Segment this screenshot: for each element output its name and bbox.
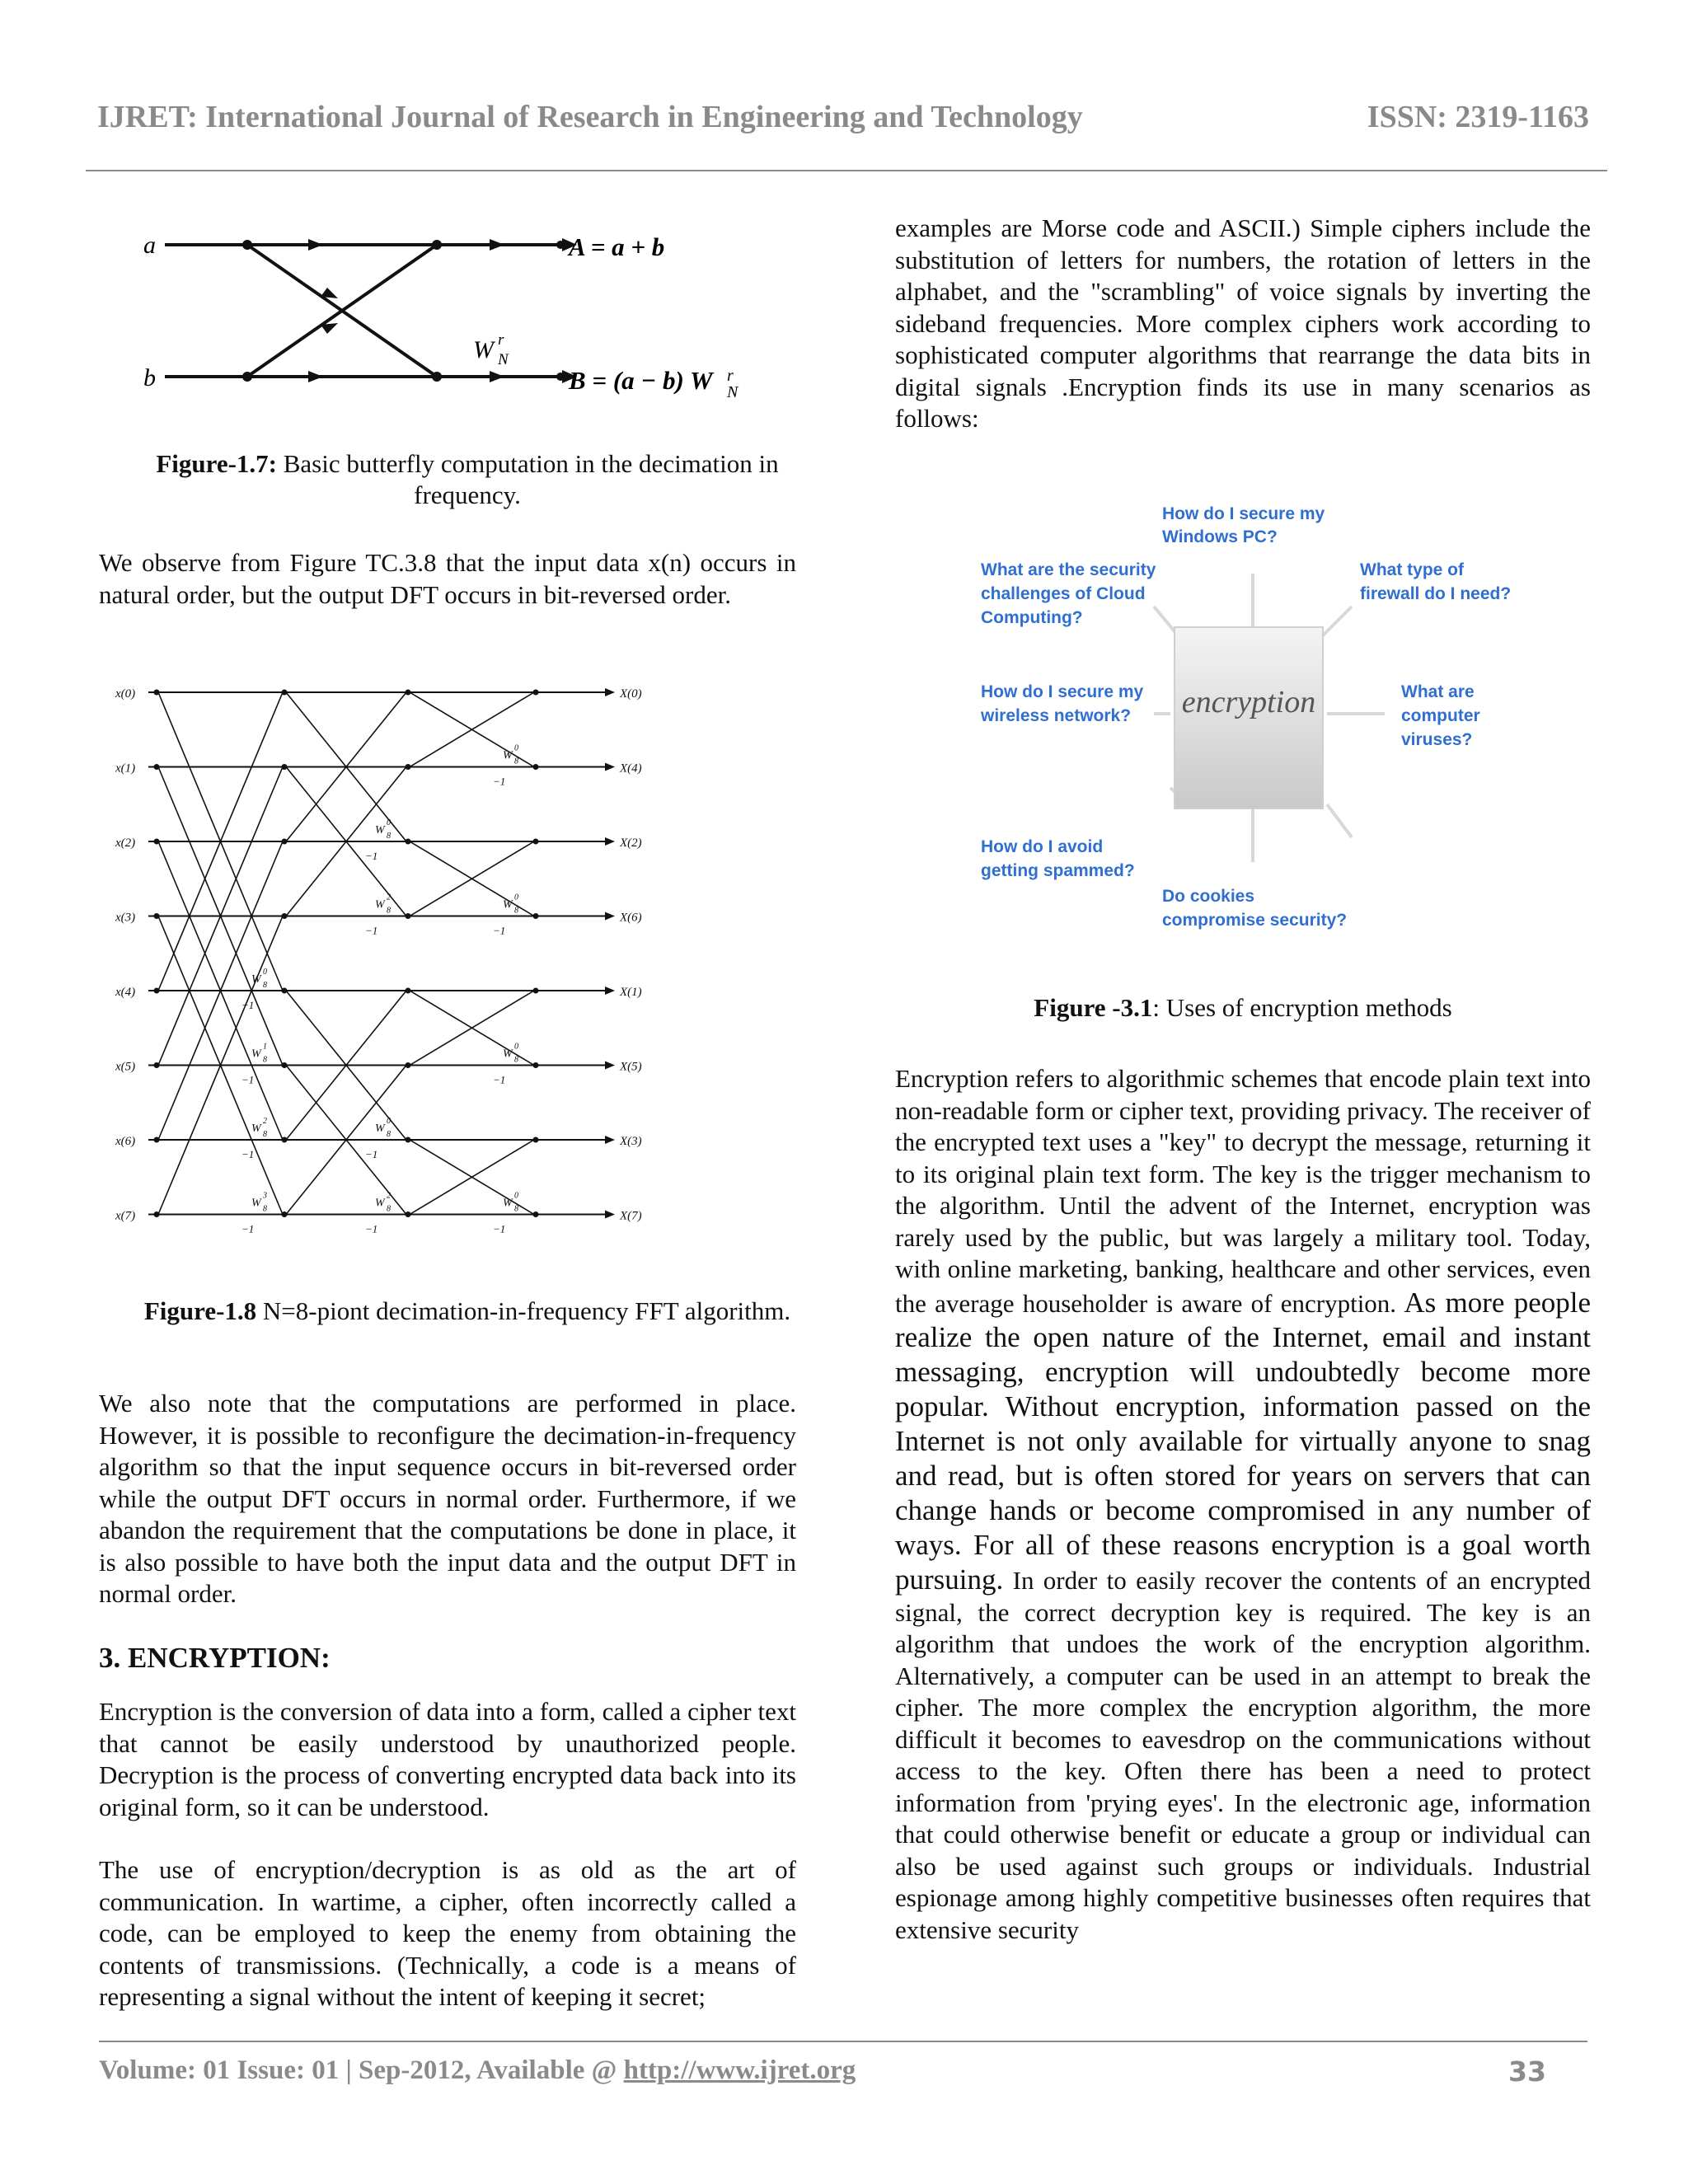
output-B-sub: N	[727, 383, 738, 401]
fft-twiddle-exp: 2	[263, 1117, 267, 1126]
fft-twiddle-sub: 8	[263, 981, 267, 990]
paragraph-encryption-key-text: In order to easily recover the contents of an encrypted signal, the correct decryption key is required. The key is an algorithm that undoes the work of the encryption algorithm. Alternatively, a computer can be used in an attempt to break the cipher. The more complex the encryption algorithm, the more difficult it becomes to eavesdrop on the communications without access to the key. Often there has been a need to protect information from 'prying eyes'. In the electronic age, information that could otherwise benefit or educate a group or individual can also be used against such groups or individuals. Industrial espionage among highly competitive businesses often requires that extensive security	[895, 1565, 1591, 1944]
paragraph-encryption-definition	[99, 1696, 796, 1823]
fft-twiddle-exp: 3	[263, 1191, 267, 1201]
section-heading-encryption: 3. ENCRYPTION:	[99, 1642, 331, 1674]
fft-twiddle-label: W	[375, 1197, 385, 1210]
fft-minus-one: −1	[241, 999, 255, 1011]
output-B-sup: r	[727, 367, 734, 385]
fft-minus-one: −1	[365, 1222, 378, 1235]
fft-output-label: X(1)	[620, 986, 642, 999]
fft-minus-one: −1	[493, 924, 506, 937]
fft-twiddle-exp: 0	[514, 893, 518, 902]
fft-minus-one: −1	[365, 850, 378, 862]
paragraph-encryption-internet-text: As more people realize the open nature of the Internet, email and instant messaging, encryption will undoubtedly become more popular. Without encryption, information passed on the Internet is not only available for virtually anyone to snag and read, but is often stored for years on servers that can change hands or become compromised in any number of ways. For all of these reasons encryption is a goal worth pursuing.	[895, 1286, 1591, 1596]
fft-output-label: X(4)	[620, 762, 642, 776]
fft-twiddle-sub: 8	[387, 1204, 391, 1214]
figure-3-1-caption-text: : Uses of encryption methods	[1152, 993, 1452, 1022]
fft-output-label: X(0)	[620, 687, 642, 701]
figure-1-8-caption-label: Figure-1.8	[143, 1296, 257, 1325]
fft-input-label: x(3)	[115, 911, 136, 925]
question-windows-pc-line2: Windows PC?	[1162, 527, 1278, 546]
figure-3-1-encryption-uses	[973, 499, 1533, 944]
fft-output-arrow	[605, 688, 615, 696]
fft-twiddle-exp: 0	[514, 743, 518, 753]
fft-minus-one: −1	[241, 1222, 255, 1235]
question-cookies-line1: Do cookies	[1162, 887, 1255, 906]
header-rule	[86, 170, 1607, 171]
footer-link[interactable]: http://www.ijret.org	[623, 2055, 856, 2085]
fft-output-arrow	[605, 837, 615, 846]
question-viruses-line2: computer	[1401, 706, 1480, 725]
fft-minus-one: −1	[493, 1073, 506, 1086]
output-A-label: A = a + b	[569, 232, 665, 261]
fft-twiddle-label: W	[503, 1047, 513, 1061]
journal-title: IJRET: International Journal of Research in Engineering and Technology	[97, 100, 1083, 134]
figure-1-8-fft-flowgraph	[115, 676, 659, 1253]
paragraph-bit-reversed-text: We observe from Figure TC.3.8 that the input data x(n) occurs in natural order, but the output DFT occurs in bit-reversed order.	[99, 548, 796, 609]
fft-minus-one: −1	[365, 1148, 378, 1160]
fft-output-arrow	[605, 912, 615, 921]
figure-1-7-butterfly-diagram	[132, 216, 742, 414]
fft-output-label: X(3)	[620, 1135, 642, 1148]
twiddle-label: W	[473, 336, 494, 363]
question-cloud-line3: Computing?	[981, 608, 1083, 627]
figure-1-8-caption-text: N=8-piont decimation-in-frequency FFT algorithm.	[256, 1296, 791, 1325]
question-wireless-line2: wireless network?	[981, 706, 1132, 725]
fft-twiddle-exp: 0	[387, 1117, 391, 1126]
fft-input-label: x(0)	[115, 687, 136, 701]
paragraph-encryption-schemes-text: Encryption refers to algorithmic schemes that encode plain text into non-readable form or cipher text, providing privacy. The receiver of the encrypted text uses a "key" to decrypt the message, returning it to its original plain text form. The key is the trigger mechanism to the algorithm. Until the advent of the Internet, encryption was rarely used by the public, but was largely a military tool. Today, with online marketing, banking, healthcare and other services, even the average householder is aware of encryption.	[895, 1064, 1591, 1318]
fft-output-label: X(5)	[620, 1060, 642, 1074]
fft-twiddle-exp: 0	[514, 1042, 518, 1052]
question-firewall-line1: What type of	[1360, 560, 1464, 579]
fft-twiddle-exp: 0	[514, 1191, 518, 1201]
fft-twiddle-label: W	[503, 898, 513, 912]
page-number: 33	[1508, 2055, 1546, 2088]
fft-input-label: x(1)	[115, 762, 136, 776]
fft-minus-one: −1	[365, 924, 378, 937]
fft-twiddle-exp: 2	[387, 1191, 391, 1201]
figure-1-7-caption-label: Figure-1.7:	[156, 449, 277, 478]
fft-output-arrow	[605, 987, 615, 995]
fft-output-arrow	[605, 1211, 615, 1219]
question-wireless-line1: How do I secure my	[981, 682, 1144, 701]
fft-twiddle-label: W	[251, 1122, 261, 1135]
fft-minus-one: −1	[493, 1222, 506, 1235]
paragraph-encryption-definition-text: Encryption is the conversion of data into a form, called a cipher text that cannot be easily understood by unauthorized people. Decryption is the process of converting encrypted data back into its original form, so it can be understood.	[99, 1697, 796, 1821]
figure-1-7-caption-text: Basic butterfly computation in the decimation in frequency.	[276, 449, 779, 509]
output-B-label: B = (a − b) W	[569, 366, 713, 395]
question-windows-pc-line1: How do I secure my	[1162, 504, 1325, 523]
fft-output-label: X(2)	[620, 837, 642, 850]
twiddle-sup: r	[498, 331, 504, 349]
fft-twiddle-label: W	[251, 973, 261, 986]
fft-twiddle-label: W	[375, 898, 385, 912]
fft-twiddle-sub: 8	[514, 906, 518, 916]
fft-output-arrow	[605, 1062, 615, 1070]
fft-minus-one: −1	[241, 1073, 255, 1086]
fft-twiddle-exp: 0	[387, 818, 391, 827]
question-cloud-line1: What are the security	[981, 560, 1156, 579]
fft-twiddle-label: W	[251, 1047, 261, 1061]
input-a-label: a	[143, 232, 156, 259]
paragraph-simple-ciphers	[895, 213, 1591, 435]
fft-input-label: x(4)	[115, 986, 136, 999]
figure-3-1-caption	[895, 992, 1591, 1024]
fft-twiddle-exp: 1	[263, 1042, 267, 1052]
fft-twiddle-sub: 8	[263, 1204, 267, 1214]
paragraph-encryption-history-text: The use of encryption/decryption is as old as the art of communication. In wartime, a cipher, often incorrectly called a code, can be employed to keep the enemy from obtaining the contents of transmissions. (Technically, a code is a means of representing a signal without the intent of keeping it secret;	[99, 1855, 796, 2011]
fft-output-label: X(7)	[620, 1209, 642, 1223]
fft-input-label: x(2)	[115, 837, 136, 850]
paragraph-encryption-schemes	[895, 1063, 1591, 1946]
question-viruses-line1: What are	[1401, 682, 1475, 701]
question-cookies-line2: compromise security?	[1162, 911, 1348, 930]
question-viruses-line3: viruses?	[1401, 730, 1473, 749]
fft-twiddle-sub: 8	[387, 906, 391, 916]
fft-minus-one: −1	[493, 775, 506, 788]
fft-twiddle-label: W	[503, 1197, 513, 1210]
fft-twiddle-exp: 0	[263, 968, 267, 977]
fft-input-label: x(5)	[115, 1060, 136, 1074]
figure-3-1-caption-label: Figure -3.1	[1034, 993, 1153, 1022]
figure-1-8-caption	[124, 1296, 811, 1327]
fft-twiddle-label: W	[375, 1122, 385, 1135]
fft-twiddle-exp: 2	[387, 893, 391, 902]
fft-twiddle-sub: 8	[514, 1204, 518, 1214]
footer-volume-text: Volume: 01 Issue: 01 | Sep-2012, Available @	[99, 2055, 624, 2085]
paragraph-encryption-history	[99, 1854, 796, 2013]
issn: ISSN: 2319-1163	[1367, 100, 1589, 134]
fft-minus-one: −1	[241, 1148, 255, 1160]
fft-output-arrow	[605, 763, 615, 771]
paragraph-in-place	[99, 1388, 796, 1610]
fft-twiddle-label: W	[251, 1197, 261, 1210]
question-spam-line2: getting spammed?	[981, 861, 1135, 880]
footer-volume	[99, 2055, 856, 2086]
twiddle-sub: N	[498, 351, 509, 368]
question-cloud-line2: challenges of Cloud	[981, 584, 1146, 603]
fft-output-arrow	[605, 1136, 615, 1144]
footer-rule	[99, 2041, 1587, 2042]
paragraph-bit-reversed	[99, 547, 796, 611]
paragraph-simple-ciphers-text: examples are Morse code and ASCII.) Simple ciphers include the substitution of letters for numbers, the rotation of letters in the alphabet, and the "scrambling" of voice signals by inverting the sideband frequencies. More complex ciphers work according to sophisticated computer algorithms that rearrange the data bits in digital signals .Encryption finds its use in many scenarios as follows:	[895, 213, 1591, 433]
question-firewall-line2: firewall do I need?	[1360, 584, 1512, 603]
fft-twiddle-label: W	[375, 824, 385, 837]
fft-input-label: x(7)	[115, 1209, 136, 1223]
fft-twiddle-sub: 8	[387, 832, 391, 841]
fft-twiddle-sub: 8	[514, 1055, 518, 1065]
figure-1-7-caption	[124, 448, 811, 511]
fft-twiddle-sub: 8	[263, 1055, 267, 1065]
fft-twiddle-sub: 8	[263, 1130, 267, 1139]
fft-twiddle-sub: 8	[514, 757, 518, 766]
paragraph-in-place-text: We also note that the computations are performed in place. However, it is possible to reconfigure the decimation-in-frequency algorithm so that the input sequence occurs in bit-reversed order while the output DFT occurs in normal order. Furthermore, if we abandon the requirement that the computations be done in place, it is also possible to have both the input data and the output DFT in normal order.	[99, 1389, 796, 1608]
question-spam-line1: How do I avoid	[981, 837, 1104, 856]
fft-twiddle-label: W	[503, 749, 513, 762]
encryption-label: encryption	[1181, 685, 1316, 719]
fft-output-label: X(6)	[620, 911, 642, 925]
input-b-label: b	[143, 364, 156, 391]
fft-twiddle-sub: 8	[387, 1130, 391, 1139]
fft-input-label: x(6)	[115, 1135, 136, 1148]
